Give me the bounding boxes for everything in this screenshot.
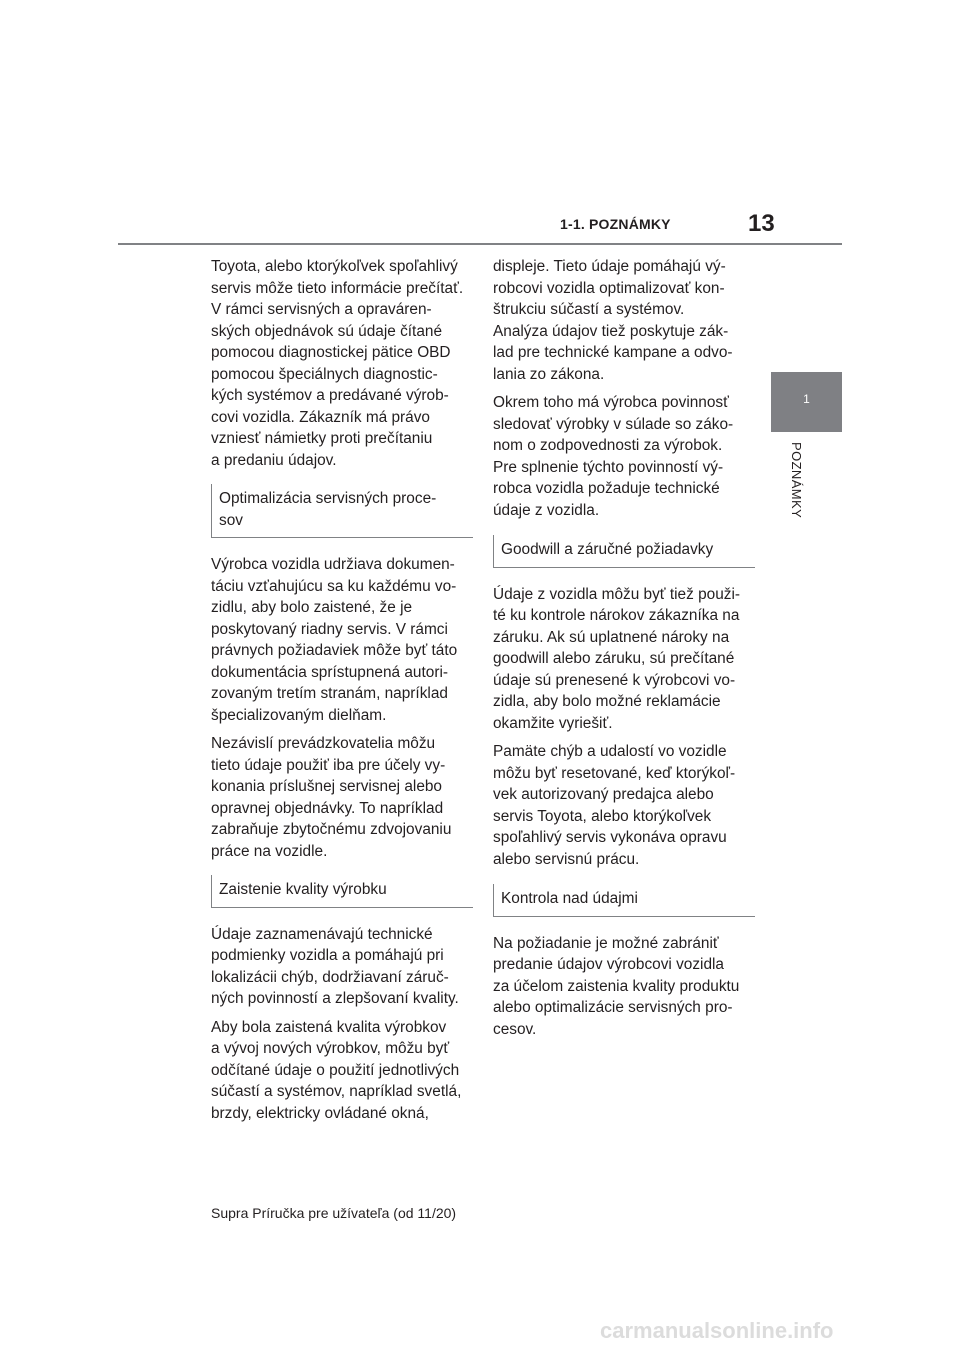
- chapter-side-label: [790, 442, 804, 532]
- text-line: tieto údaje použiť iba pre účely vy-: [211, 756, 446, 774]
- text-line: poskytovaný riadny servis. V rámci: [211, 620, 448, 638]
- text-line: sledovať výrobky v súlade so záko-: [493, 415, 734, 433]
- text-line: záruku. Ak sú uplatnené nároky na: [493, 628, 730, 646]
- paragraph: [211, 256, 473, 471]
- text-line: odčítané údaje o použití jednotlivých: [211, 1061, 460, 1079]
- text-line: alebo optimalizácie servisných pro-: [493, 999, 733, 1016]
- text-line: ných povinností a zlepšovaní kvality.: [211, 990, 459, 1007]
- text-line: štrukciu súčastí a systémov.: [493, 301, 685, 318]
- text-line: predanie údajov výrobcovi vozidla: [493, 956, 724, 973]
- text-line: Analýza údajov tiež poskytuje zák-: [493, 322, 729, 340]
- paragraph: [493, 741, 755, 870]
- text-line: zidla, aby bolo možné reklamácie: [493, 693, 721, 710]
- paragraph: [493, 584, 755, 735]
- text-line: Kontrola nad údajmi: [501, 890, 638, 907]
- text-line: súčastí a systémov, napríklad svetlá,: [211, 1083, 462, 1100]
- text-line: za účelom zaistenia kvality produktu: [493, 977, 740, 995]
- text-line: táciu vzťahujúcu sa ku každému vo-: [211, 577, 457, 595]
- text-line: Aby bola zaistená kvalita výrobkov: [211, 1018, 447, 1036]
- text-line: dokumentácia sprístupnená autori-: [211, 663, 448, 681]
- text-line: Údaje z vozidla môžu byť tiež použi-: [493, 585, 741, 603]
- text-line: údaje sú prenesené k výrobcovi vo-: [493, 671, 736, 689]
- paragraph: [211, 924, 473, 1010]
- text-line: servis Toyota, alebo ktorýkoľvek: [493, 807, 712, 825]
- left-column: [211, 256, 473, 1131]
- text-line: vek autorizovaný predajca alebo: [493, 786, 714, 803]
- watermark: carmanualsonline.info: [600, 1318, 834, 1343]
- text-line: té ku kontrole nárokov zákazníka na: [493, 607, 740, 624]
- text-line: práce na vozidle.: [211, 842, 328, 860]
- text-line: Pre splnenie týchto povinností vý-: [493, 458, 724, 476]
- text-line: displeje. Tieto údaje pomáhajú vý-: [493, 258, 726, 275]
- paragraph: [493, 256, 755, 385]
- page-number: 13: [748, 210, 775, 237]
- paragraph: [211, 733, 473, 862]
- text-line: covi vozidla. Zákazník má právo: [211, 408, 430, 426]
- section-title: 1-1. POZNÁMKY: [560, 216, 671, 232]
- text-line: Pamäte chýb a udalostí vo vozidle: [493, 743, 727, 760]
- text-line: lania zo zákona.: [493, 365, 605, 383]
- paragraph: [493, 392, 755, 521]
- text-line: servis môže tieto informácie prečítať.: [211, 279, 464, 297]
- text-line: vzniesť námietky proti prečítaniu: [211, 430, 433, 447]
- text-line: robcovi vozidla optimalizovať kon-: [493, 279, 725, 297]
- text-line: Toyota, alebo ktorýkoľvek spoľahlivý: [211, 258, 458, 275]
- header-divider: [118, 243, 842, 245]
- text-line: Nezávislí prevádzkovatelia môžu: [211, 735, 436, 752]
- section-heading-optimalizacia: [211, 484, 473, 538]
- text-line: opravnej objednávky. To napríklad: [211, 799, 444, 817]
- text-line: pomocou špeciálnych diagnostic-: [211, 365, 438, 383]
- text-line: lad pre technické kampane a odvo-: [493, 344, 733, 361]
- text-line: sov: [219, 511, 243, 529]
- text-line: Na požiadanie je možné zabrániť: [493, 934, 719, 952]
- text-line: kých systémov a predávané výrob-: [211, 387, 449, 404]
- text-line: údaje z vozidla.: [493, 501, 600, 519]
- text-line: nom o zodpovednosti za výrobok.: [493, 437, 723, 454]
- text-line: lokalizácii chýb, dodržiavaní záruč-: [211, 968, 449, 986]
- section-heading-goodwill: [493, 535, 755, 568]
- chapter-number: 1: [803, 392, 810, 406]
- text-line: Okrem toho má výrobca povinnosť: [493, 394, 729, 411]
- text-line: zabraňuje zbytočnému zdvojovaniu: [211, 821, 452, 838]
- chapter-label-text: POZNÁMKY: [789, 442, 804, 519]
- text-line: a vývoj nových výrobkov, môžu byť: [211, 1040, 450, 1057]
- text-line: alebo servisnú prácu.: [493, 850, 640, 868]
- text-line: a predaniu údajov.: [211, 451, 337, 469]
- text-line: brzdy, elektricky ovládané okná,: [211, 1104, 429, 1122]
- paragraph: [211, 554, 473, 726]
- text-line: podmienky vozidla a pomáhajú pri: [211, 947, 444, 964]
- chapter-tab[interactable]: [771, 372, 842, 432]
- text-line: Zaistenie kvality výrobku: [219, 881, 387, 898]
- paragraph: [493, 933, 755, 1041]
- section-heading-kontrola: [493, 884, 755, 917]
- text-line: špecializovaným dielňam.: [211, 706, 387, 724]
- text-line: konania príslušnej servisnej alebo: [211, 778, 442, 795]
- text-line: spoľahlivý servis vykonáva opravu: [493, 829, 727, 846]
- text-line: robca vozidla požaduje technické: [493, 480, 720, 497]
- text-line: právnych požiadaviek môže byť táto: [211, 642, 458, 659]
- text-line: pomocou diagnostickej pätice OBD: [211, 344, 451, 361]
- text-line: Optimalizácia servisných proce-: [219, 490, 437, 507]
- text-line: môžu byť resetované, keď ktorýkoľ-: [493, 764, 736, 782]
- footer-manual-title: Supra Príručka pre užívateľa (od 11/20): [211, 1205, 457, 1221]
- text-line: ských objednávok sú údaje čítané: [211, 322, 443, 340]
- text-line: Goodwill a záručné požiadavky: [501, 541, 714, 558]
- text-line: zidlu, aby bolo zaistené, že je: [211, 599, 413, 616]
- right-column: [493, 256, 755, 1047]
- paragraph: [211, 1017, 473, 1125]
- text-line: Údaje zaznamenávajú technické: [211, 925, 433, 943]
- text-line: goodwill alebo záruku, sú prečítané: [493, 650, 735, 667]
- text-line: Výrobca vozidla udržiava dokumen-: [211, 556, 455, 573]
- section-heading-zaistenie-kvality: [211, 875, 473, 908]
- text-line: V rámci servisných a opraváren-: [211, 301, 432, 318]
- text-line: zovaným tretím stranám, napríklad: [211, 685, 448, 702]
- text-line: okamžite vyriešiť.: [493, 714, 613, 732]
- text-line: cesov.: [493, 1020, 537, 1038]
